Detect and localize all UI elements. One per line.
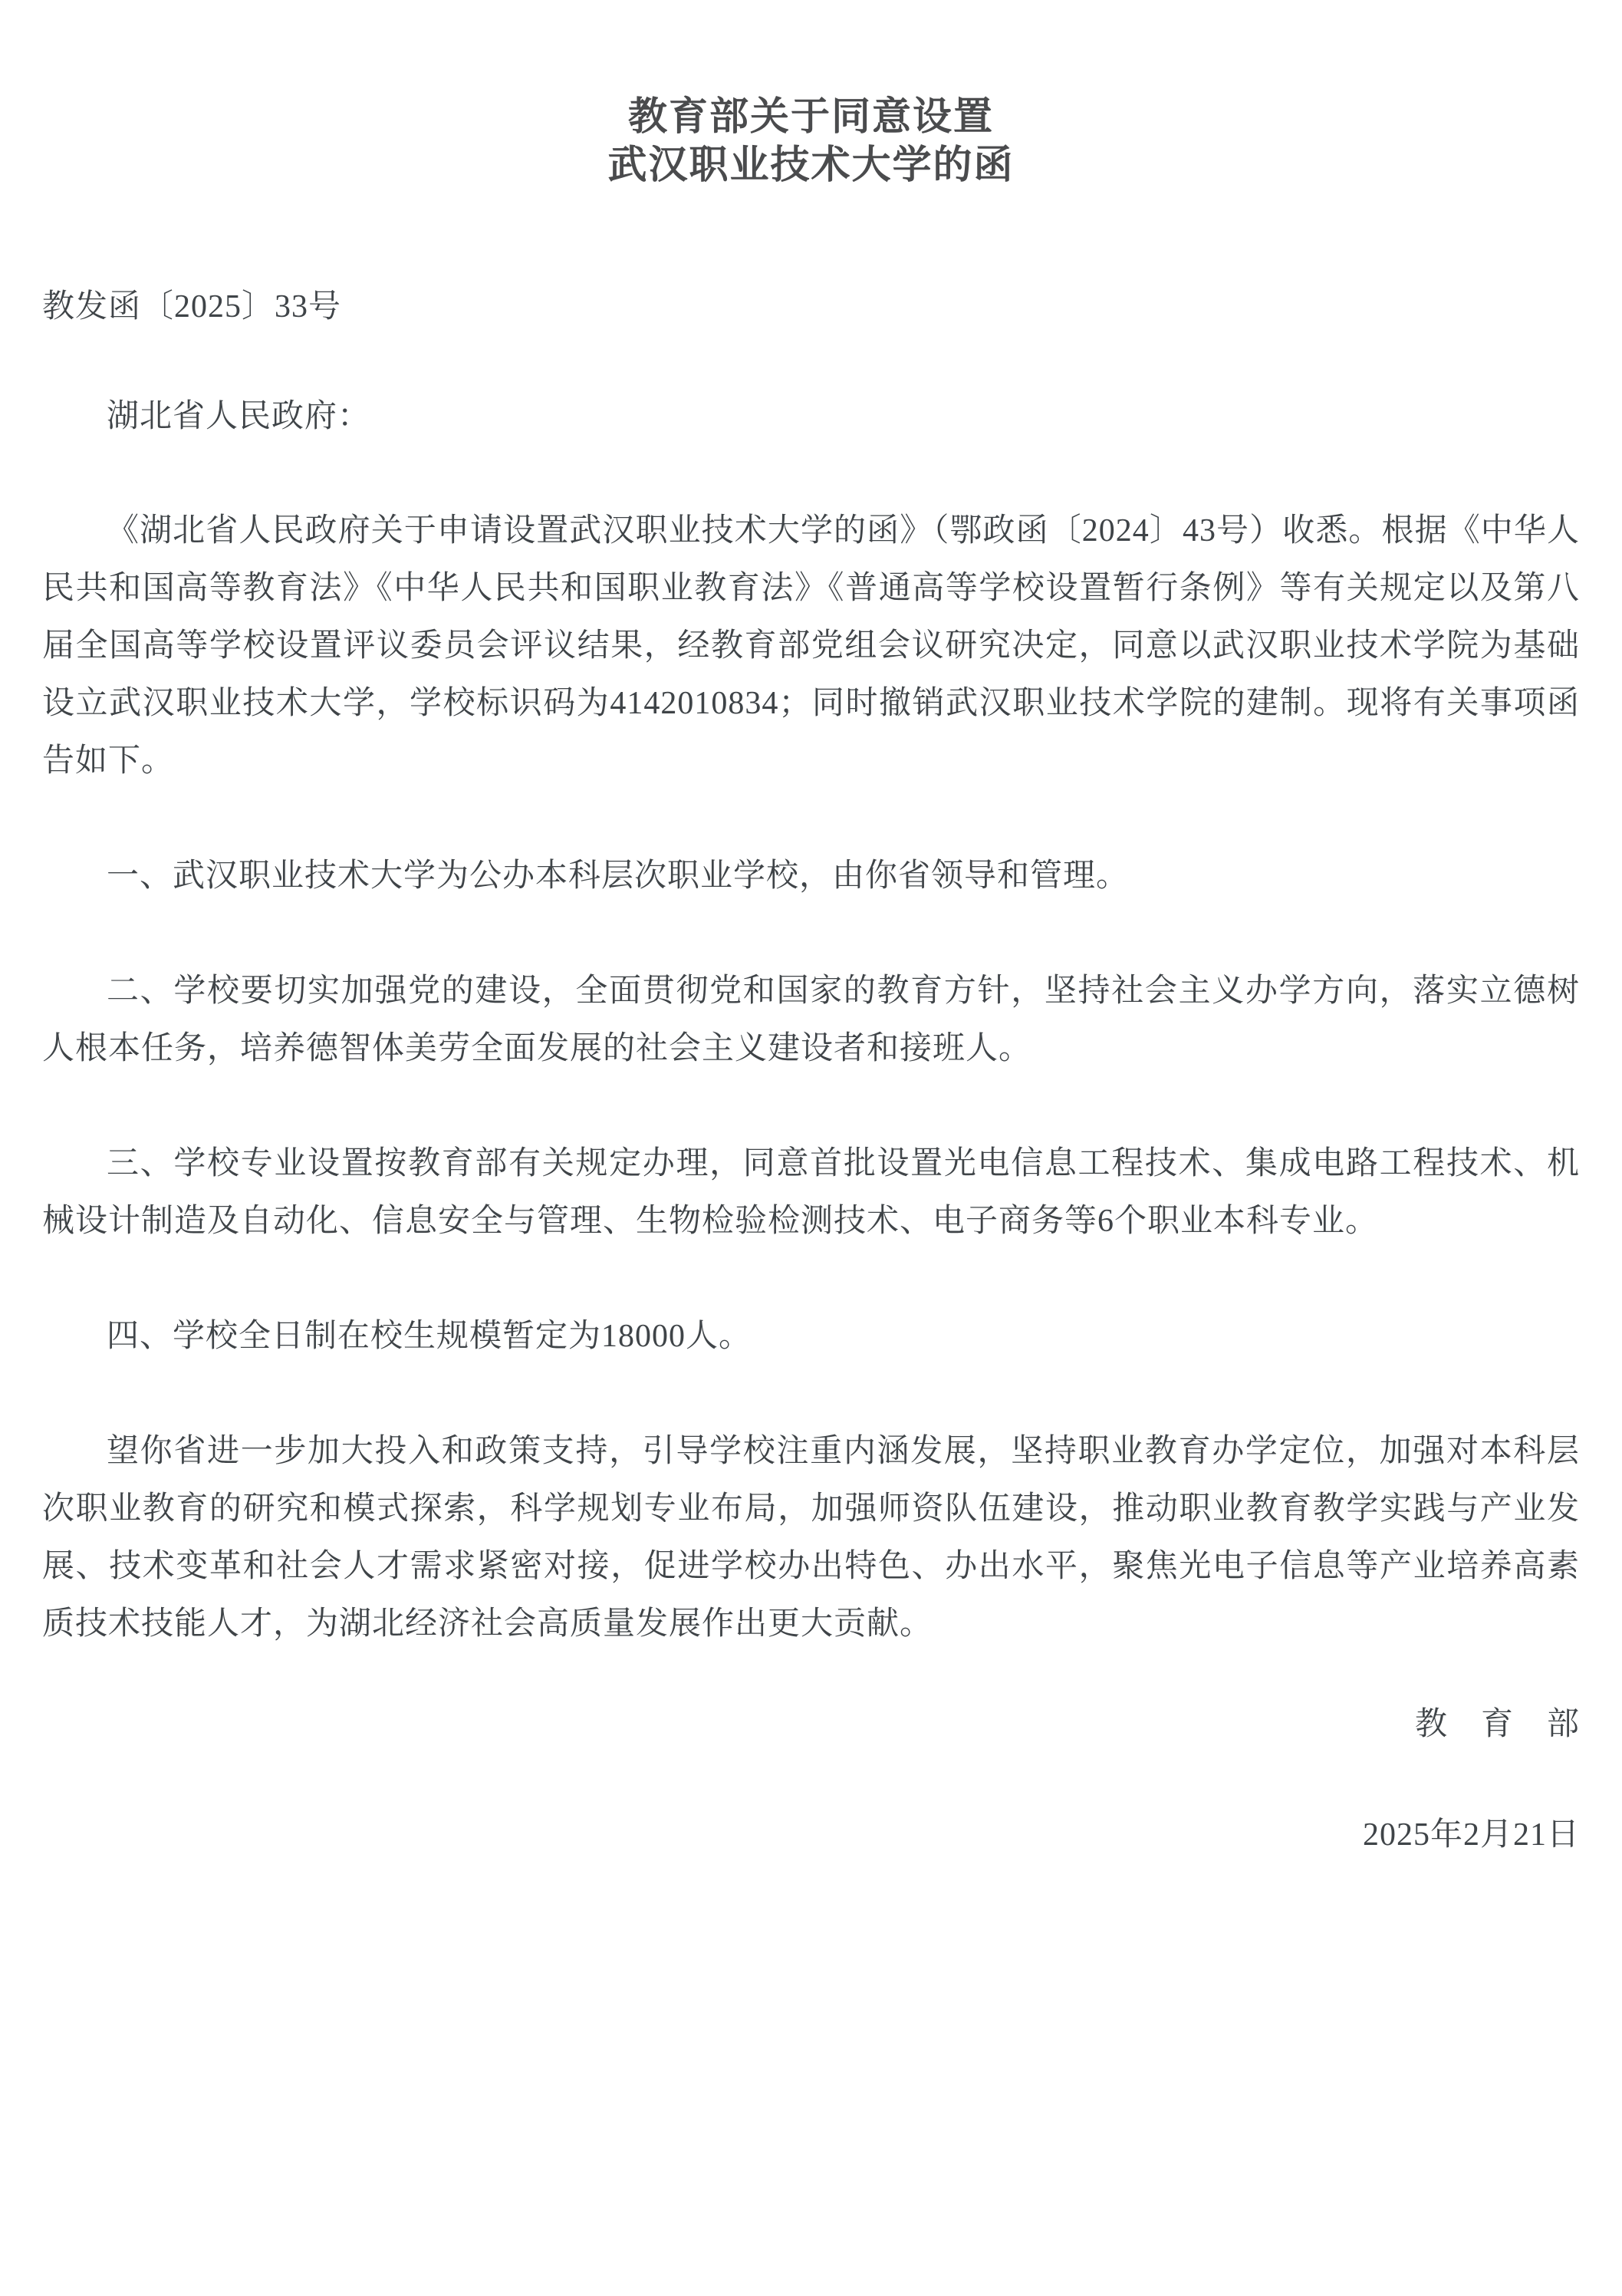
salutation: 湖北省人民政府： <box>107 399 371 434</box>
document-title <box>42 0 1580 190</box>
issuer-signature: 教 育 部 <box>1414 1707 1580 1742</box>
closing-paragraph: 望你省进一步加大投入和政策支持，引导学校注重内涵发展，坚持职业教育办学定位，加强对本科层次职业教育的研究和模式探索，科学规划专业布局，加强师资队伍建设，推动职业教育教学实践与产业发展、技术变革和社会人才需求紧密对接，促进学校办出特色、办出水平，聚焦光电子信息等产业培养高素质技术技能人才，为湖北经济社会高质量发展作出更大贡献。 <box>42 1434 1580 1642</box>
issue-date: 2025年2月21日 <box>1362 1817 1580 1853</box>
doc-number: 教发函〔2025〕33号 <box>42 289 342 324</box>
document-title-line-1: 教育部关于同意设置 <box>627 96 994 139</box>
item-1-paragraph: 一、武汉职业技术大学为公办本科层次职业学校，由你省领导和管理。 <box>107 858 1130 894</box>
document-title-line-2: 武汉职业技术大学的函 <box>607 144 1015 187</box>
item-3-paragraph: 三、学校专业设置按教育部有关规定办理，同意首批设置光电信息工程技术、集成电路工程技术、机械设计制造及自动化、信息安全与管理、生物检验检测技术、电子商务等6个职业本科专业。 <box>42 1146 1580 1239</box>
item-4-paragraph: 四、学校全日制在校生规模暂定为18000人。 <box>107 1319 752 1354</box>
intro-paragraph: 《湖北省人民政府关于申请设置武汉职业技术大学的函》（鄂政函〔2024〕43号）收悉。根据《中华人民共和国高等教育法》《中华人民共和国职业教育法》《普通高等学校设置暂行条例》等有关规定以及第八届全国高等学校设置评议委员会评议结果，经教育部党组会议研究决定，同意以武汉职业技术学院为基础设立武汉职业技术大学，学校标识码为4142010834；同时撤销武汉职业技术学院的建制。现将有关事项函告如下。 <box>42 513 1580 779</box>
item-2-paragraph: 二、学校要切实加强党的建设，全面贯彻党和国家的教育方针，坚持社会主义办学方向，落实立德树人根本任务，培养德智体美劳全面发展的社会主义建设者和接班人。 <box>42 973 1580 1066</box>
